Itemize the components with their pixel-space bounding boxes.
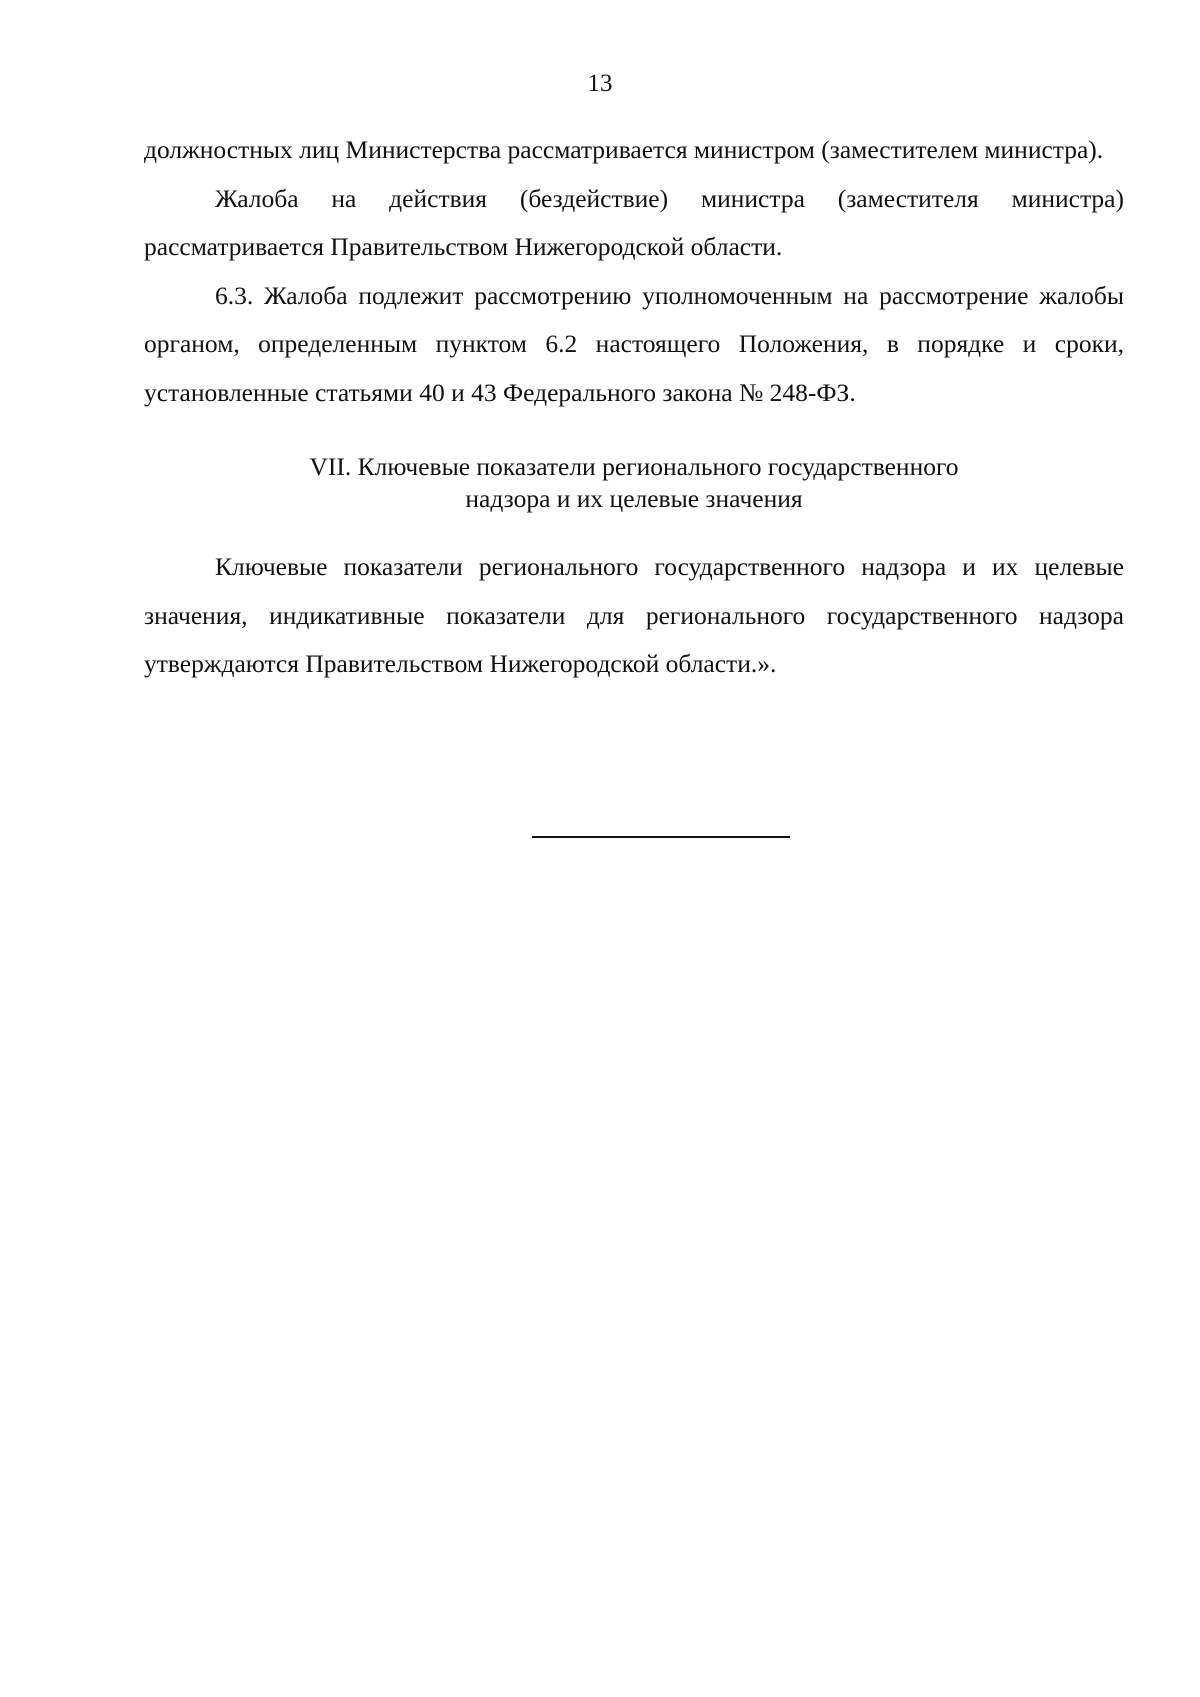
page-number: 13 bbox=[587, 70, 613, 97]
paragraph-continuation: должностных лиц Министерства рассматривается министром (заместителем министра). bbox=[144, 135, 1104, 164]
paragraph-complaint-minister: Жалоба на действия (бездействие) министра (заместителя министра) рассматривается Правительством Нижегородской области. bbox=[144, 183, 1124, 261]
section-heading bbox=[144, 451, 1124, 515]
paragraph-6-3: 6.3. Жалоба подлежит рассмотрению уполномоченным на рассмотрение жалобы органом, определенным пунктом 6.2 настоящего Положения, в порядке и сроки, установленные статьями 40 и 43 Федерального закона № 248-ФЗ. bbox=[144, 280, 1124, 407]
section-heading-line-1: VII. Ключевые показатели регионального государственного bbox=[309, 452, 959, 481]
section-heading-line-2: надзора и их целевые значения bbox=[465, 484, 803, 513]
document-body bbox=[144, 126, 1124, 689]
closing-divider-line bbox=[532, 836, 790, 838]
section-paragraph: Ключевые показатели регионального государственного надзора и их целевые значения, индикативные показатели для регионального государственного надзора утверждаются Правительством Нижегородской области.». bbox=[144, 552, 1124, 678]
